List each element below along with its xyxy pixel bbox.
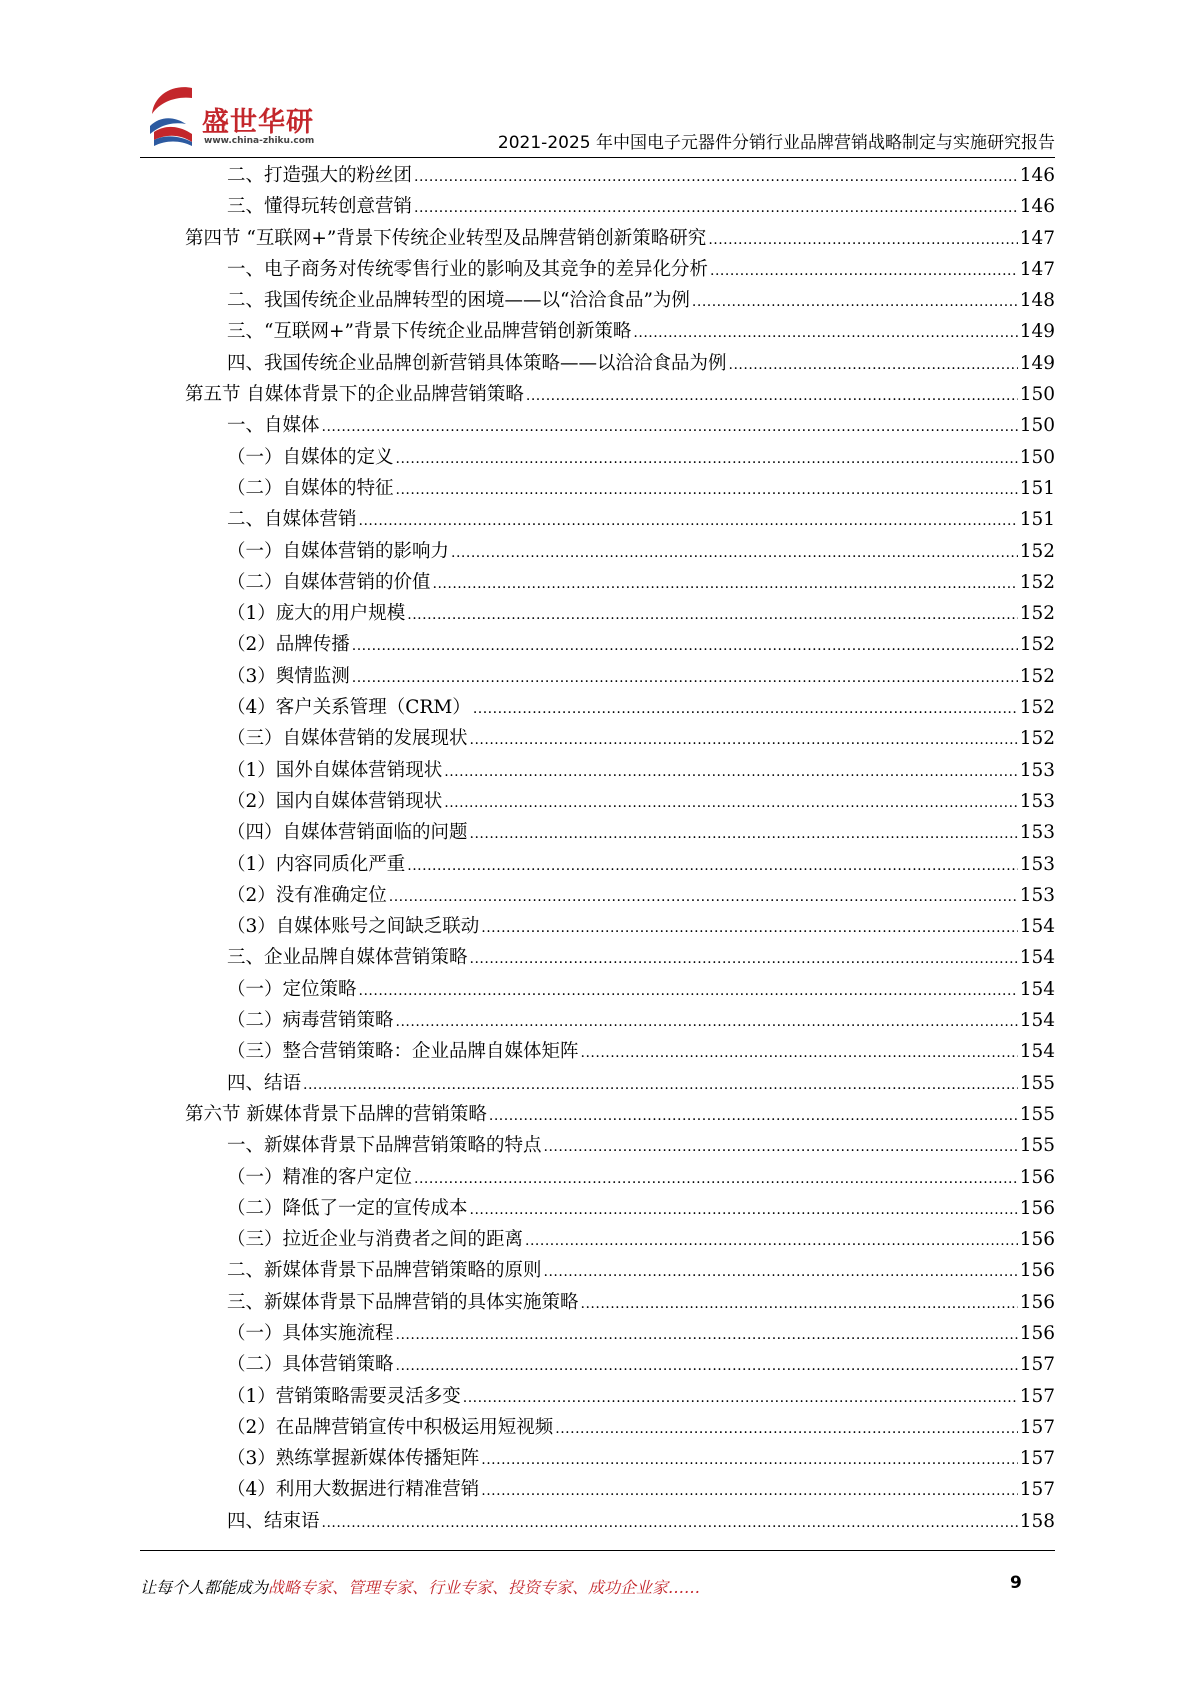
toc-entry[interactable] — [185, 1130, 1055, 1161]
toc-entry-page: 156 — [1019, 1291, 1055, 1313]
toc-entry-page: 155 — [1019, 1072, 1055, 1094]
toc-entry[interactable] — [185, 160, 1055, 191]
toc-leader-dots — [633, 316, 1017, 349]
toc-entry-page: 146 — [1019, 196, 1055, 218]
toc-entry[interactable] — [185, 410, 1055, 441]
toc-entry-label: 三、“互联网+”背景下传统企业品牌营销创新策略 — [227, 321, 632, 343]
toc-leader-dots — [481, 1443, 1017, 1476]
table-of-contents — [185, 160, 1055, 1537]
toc-entry[interactable] — [185, 442, 1055, 473]
toc-entry-label: （1）营销策略需要灵活多变 — [227, 1385, 461, 1407]
toc-entry[interactable] — [185, 473, 1055, 504]
toc-entry-page: 153 — [1019, 822, 1055, 844]
toc-entry-page: 151 — [1019, 509, 1055, 531]
footer-slogan — [140, 1575, 700, 1598]
toc-leader-dots — [729, 348, 1018, 381]
toc-entry-label: （一）精准的客户定位 — [227, 1166, 413, 1188]
toc-entry-label: （三）自媒体营销的发展现状 — [227, 728, 468, 750]
toc-leader-dots — [489, 1099, 1018, 1132]
toc-entry[interactable] — [185, 598, 1055, 629]
toc-leader-dots — [525, 1224, 1018, 1257]
toc-entry-label: （二）自媒体的特征 — [227, 477, 394, 499]
toc-entry-page: 153 — [1019, 759, 1055, 781]
toc-entry[interactable] — [185, 1381, 1055, 1412]
toc-entry-page: 156 — [1019, 1229, 1055, 1251]
toc-entry-page: 150 — [1019, 446, 1055, 468]
toc-leader-dots — [470, 1193, 1018, 1226]
toc-entry[interactable] — [185, 1287, 1055, 1318]
toc-entry-page: 154 — [1019, 978, 1055, 1000]
toc-entry-page: 154 — [1019, 1010, 1055, 1032]
toc-entry-label: （1）内容同质化严重 — [227, 853, 406, 875]
toc-leader-dots — [544, 1255, 1018, 1288]
toc-entry-label: （2）品牌传播 — [227, 634, 350, 656]
toc-leader-dots — [451, 536, 1018, 569]
toc-leader-dots — [396, 1005, 1018, 1038]
toc-entry[interactable] — [185, 755, 1055, 786]
toc-leader-dots — [581, 1287, 1018, 1320]
toc-entry[interactable] — [185, 1506, 1055, 1537]
toc-entry-label: （一）自媒体营销的影响力 — [227, 540, 450, 562]
toc-leader-dots — [481, 1474, 1017, 1507]
report-title: 2021-2025 年中国电子元器件分销行业品牌营销战略制定与实施研究报告 — [497, 133, 1055, 153]
toc-entry-page: 152 — [1019, 665, 1055, 687]
toc-leader-dots — [708, 223, 1017, 256]
footer-divider — [140, 1550, 1055, 1551]
toc-entry[interactable] — [185, 567, 1055, 598]
toc-entry[interactable] — [185, 1255, 1055, 1286]
toc-entry[interactable] — [185, 191, 1055, 222]
toc-entry-page: 157 — [1019, 1416, 1055, 1438]
toc-entry-label: 一、新媒体背景下品牌营销策略的特点 — [227, 1135, 542, 1157]
toc-entry-page: 156 — [1019, 1260, 1055, 1282]
toc-leader-dots — [555, 1412, 1017, 1445]
toc-leader-dots — [463, 1381, 1018, 1414]
toc-entry-label: （二）具体营销策略 — [227, 1354, 394, 1376]
toc-entry[interactable] — [185, 629, 1055, 660]
toc-entry-label: 三、企业品牌自媒体营销策略 — [227, 947, 468, 969]
toc-entry[interactable] — [185, 1474, 1055, 1505]
toc-entry[interactable] — [185, 1162, 1055, 1193]
toc-leader-dots — [526, 379, 1018, 412]
toc-entry-page: 157 — [1019, 1385, 1055, 1407]
toc-entry-page: 147 — [1019, 258, 1055, 280]
toc-entry-label: 第六节 新媒体背景下品牌的营销策略 — [185, 1103, 487, 1125]
toc-entry-page: 154 — [1019, 947, 1055, 969]
toc-entry[interactable] — [185, 723, 1055, 754]
toc-entry-page: 152 — [1019, 728, 1055, 750]
toc-leader-dots — [470, 817, 1018, 850]
toc-leader-dots — [473, 692, 1018, 725]
toc-entry-label: 三、懂得玩转创意营销 — [227, 196, 413, 218]
toc-entry-label: （2）国内自媒体营销现状 — [227, 790, 443, 812]
toc-entry-label: （三）整合营销策略：企业品牌自媒体矩阵 — [227, 1041, 579, 1063]
logo-text: 盛世华研 — [202, 107, 314, 138]
toc-entry[interactable] — [185, 223, 1055, 254]
toc-entry-label: （1）国外自媒体营销现状 — [227, 759, 443, 781]
toc-entry-label: （一）定位策略 — [227, 978, 357, 1000]
toc-entry-page: 155 — [1019, 1135, 1055, 1157]
toc-entry[interactable] — [185, 1005, 1055, 1036]
toc-entry-label: 三、新媒体背景下品牌营销的具体实施策略 — [227, 1291, 579, 1313]
toc-leader-dots — [396, 1349, 1018, 1382]
toc-entry-label: 第四节 “互联网+”背景下传统企业转型及品牌营销创新策略研究 — [185, 227, 707, 249]
toc-entry[interactable] — [185, 817, 1055, 848]
toc-entry-page: 157 — [1019, 1354, 1055, 1376]
toc-entry-page: 154 — [1019, 916, 1055, 938]
toc-entry-page: 158 — [1019, 1510, 1055, 1532]
toc-entry-label: 四、我国传统企业品牌创新营销具体策略——以洽洽食品为例 — [227, 352, 727, 374]
toc-entry[interactable] — [185, 786, 1055, 817]
toc-entry-page: 147 — [1019, 227, 1055, 249]
toc-leader-dots — [692, 285, 1018, 318]
toc-entry-page: 152 — [1019, 540, 1055, 562]
toc-entry-page: 157 — [1019, 1448, 1055, 1470]
toc-entry-page: 150 — [1019, 415, 1055, 437]
toc-entry-label: 一、电子商务对传统零售行业的影响及其竞争的差异化分析 — [227, 258, 709, 280]
toc-entry-label: 二、打造强大的粉丝团 — [227, 165, 413, 186]
toc-leader-dots — [444, 786, 1017, 819]
toc-entry[interactable] — [185, 692, 1055, 723]
toc-leader-dots — [359, 974, 1018, 1007]
toc-leader-dots — [389, 880, 1018, 913]
toc-entry[interactable] — [185, 348, 1055, 379]
toc-entry-page: 154 — [1019, 1041, 1055, 1063]
toc-entry-label: （二）自媒体营销的价值 — [227, 571, 431, 593]
toc-entry-label: 二、我国传统企业品牌转型的困境——以“洽洽食品”为例 — [227, 290, 690, 312]
toc-entry[interactable] — [185, 849, 1055, 880]
toc-entry-page: 155 — [1019, 1103, 1055, 1125]
toc-leader-dots — [322, 410, 1018, 443]
toc-entry-label: （3）自媒体账号之间缺乏联动 — [227, 916, 480, 938]
toc-entry-page: 152 — [1019, 571, 1055, 593]
toc-entry-label: （三）拉近企业与消费者之间的距离 — [227, 1229, 524, 1251]
footer-slogan-prefix: 让每个人都能成为 — [140, 1578, 269, 1597]
toc-entry-label: （1）庞大的用户规模 — [227, 603, 406, 625]
company-logo — [140, 78, 340, 158]
header-divider — [140, 157, 1055, 158]
toc-entry[interactable] — [185, 1412, 1055, 1443]
toc-entry[interactable] — [185, 536, 1055, 567]
toc-leader-dots — [322, 1506, 1018, 1539]
toc-leader-dots — [407, 598, 1017, 631]
toc-entry-page: 149 — [1019, 352, 1055, 374]
toc-entry-page: 152 — [1019, 603, 1055, 625]
toc-entry[interactable] — [185, 911, 1055, 942]
toc-entry[interactable] — [185, 316, 1055, 347]
toc-entry-page: 152 — [1019, 634, 1055, 656]
toc-leader-dots — [414, 191, 1018, 224]
page-header — [140, 78, 1055, 168]
toc-leader-dots — [396, 473, 1018, 506]
toc-leader-dots — [470, 723, 1018, 756]
toc-leader-dots — [303, 1068, 1018, 1101]
toc-entry-page: 148 — [1019, 290, 1055, 312]
toc-entry-label: 四、结语 — [227, 1072, 302, 1094]
toc-leader-dots — [352, 661, 1018, 694]
toc-entry[interactable] — [185, 504, 1055, 535]
toc-entry-page: 146 — [1019, 165, 1055, 186]
toc-leader-dots — [396, 442, 1018, 475]
logo-emblem-icon — [140, 82, 210, 152]
toc-entry[interactable] — [185, 1068, 1055, 1099]
toc-entry[interactable] — [185, 880, 1055, 911]
toc-entry[interactable] — [185, 1036, 1055, 1067]
toc-leader-dots — [470, 942, 1018, 975]
toc-entry-label: （2）在品牌营销宣传中积极运用短视频 — [227, 1416, 554, 1438]
toc-leader-dots — [352, 629, 1018, 662]
toc-entry-label: （二）降低了一定的宣传成本 — [227, 1197, 468, 1219]
toc-entry[interactable] — [185, 379, 1055, 410]
toc-entry-label: （一）自媒体的定义 — [227, 446, 394, 468]
toc-entry[interactable] — [185, 1224, 1055, 1255]
toc-leader-dots — [581, 1036, 1018, 1069]
toc-entry[interactable] — [185, 1443, 1055, 1474]
toc-entry-label: （2）没有准确定位 — [227, 884, 387, 906]
toc-entry-label: （3）舆情监测 — [227, 665, 350, 687]
toc-entry[interactable] — [185, 1099, 1055, 1130]
toc-entry-page: 153 — [1019, 853, 1055, 875]
toc-entry-label: 二、自媒体营销 — [227, 509, 357, 531]
toc-entry-label: （4）利用大数据进行精准营销 — [227, 1479, 480, 1501]
toc-leader-dots — [407, 849, 1017, 882]
toc-entry-page: 153 — [1019, 790, 1055, 812]
footer-slogan-accent: 战略专家、管理专家、行业专家、投资专家、成功企业家…… — [268, 1578, 701, 1597]
toc-entry-label: （3）熟练掌握新媒体传播矩阵 — [227, 1448, 480, 1470]
toc-leader-dots — [414, 1162, 1018, 1195]
logo-url: www.china-zhiku.com — [204, 136, 315, 146]
toc-entry-page: 156 — [1019, 1197, 1055, 1219]
toc-entry[interactable] — [185, 254, 1055, 285]
toc-entry-label: 二、新媒体背景下品牌营销策略的原则 — [227, 1260, 542, 1282]
toc-entry-page: 150 — [1019, 384, 1055, 406]
toc-leader-dots — [359, 504, 1018, 537]
toc-entry[interactable] — [185, 661, 1055, 692]
toc-entry-label: （一）具体实施流程 — [227, 1322, 394, 1344]
toc-leader-dots — [414, 160, 1018, 193]
toc-entry[interactable] — [185, 942, 1055, 973]
toc-entry-page: 149 — [1019, 321, 1055, 343]
toc-entry-label: 第五节 自媒体背景下的企业品牌营销策略 — [185, 384, 524, 406]
toc-entry-label: 四、结束语 — [227, 1510, 320, 1532]
toc-leader-dots — [710, 254, 1018, 287]
toc-leader-dots — [396, 1318, 1018, 1351]
toc-entry-label: （4）客户关系管理（CRM） — [227, 697, 471, 719]
toc-entry-page: 157 — [1019, 1479, 1055, 1501]
toc-entry-page: 156 — [1019, 1322, 1055, 1344]
toc-entry-label: （二）病毒营销策略 — [227, 1010, 394, 1032]
toc-entry-page: 151 — [1019, 477, 1055, 499]
toc-entry-label: 一、自媒体 — [227, 415, 320, 437]
toc-leader-dots — [433, 567, 1018, 600]
toc-entry-label: （四）自媒体营销面临的问题 — [227, 822, 468, 844]
toc-entry[interactable] — [185, 1193, 1055, 1224]
page-number: 9 — [1010, 1573, 1022, 1593]
toc-entry[interactable] — [185, 285, 1055, 316]
toc-leader-dots — [481, 911, 1017, 944]
toc-entry[interactable] — [185, 1318, 1055, 1349]
toc-leader-dots — [544, 1130, 1018, 1163]
toc-entry[interactable] — [185, 1349, 1055, 1380]
toc-entry-page: 156 — [1019, 1166, 1055, 1188]
toc-entry-page: 153 — [1019, 884, 1055, 906]
toc-leader-dots — [444, 755, 1017, 788]
toc-entry[interactable] — [185, 974, 1055, 1005]
toc-entry-page: 152 — [1019, 697, 1055, 719]
